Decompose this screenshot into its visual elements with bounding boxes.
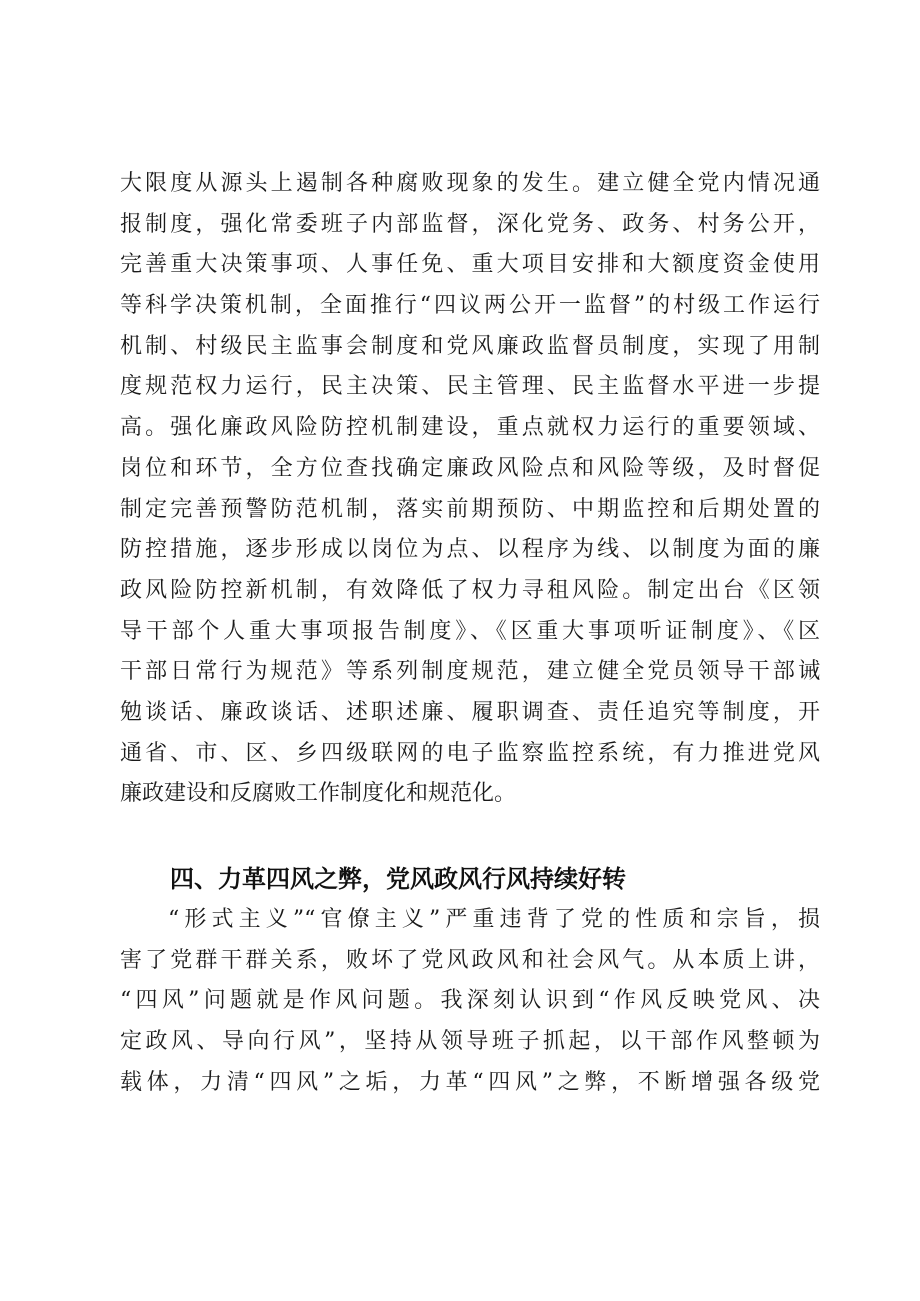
- paragraph-line: 等科学决策机制，全面推行“四议两公开一监督”的村级工作运行: [120, 293, 820, 319]
- paragraph-anti-corruption-mechanisms: [120, 164, 820, 815]
- paragraph-line: 高。强化廉政风险防控机制建设，重点就权力运行的重要领域、: [120, 415, 820, 441]
- paragraph-line: 廉政建设和反腐败工作制度化和规范化。: [120, 781, 517, 807]
- paragraph-line: 大限度从源头上遏制各种腐败现象的发生。建立健全党内情况通: [120, 171, 820, 196]
- paragraph-line: “四风”问题就是作风问题。我深刻认识到“作风反映党风、决: [120, 988, 820, 1014]
- paragraph-line: 防控措施，逐步形成以岗位为点、以程序为线、以制度为面的廉: [120, 537, 820, 563]
- paragraph-line: 岗位和环节，全方位查找确定廉政风险点和风险等级，及时督促: [120, 455, 820, 481]
- paragraph-line: 导干部个人重大事项报告制度》、《区重大事项听证制度》、《区: [120, 618, 820, 644]
- paragraph-line: 害了党群干群关系，败坏了党风政风和社会风气。从本质上讲，: [120, 947, 820, 973]
- paragraph-line: 政风险防控新机制，有效降低了权力寻租风险。制定出台《区领: [120, 577, 820, 603]
- paragraph-four-winds: [120, 900, 820, 1103]
- paragraph-line: 报制度，强化常委班子内部监督，深化党务、政务、村务公开，: [120, 211, 820, 237]
- paragraph-line: 定政风、导向行风”，坚持从领导班子抓起，以干部作风整顿为: [120, 1029, 820, 1055]
- paragraph-line: 度规范权力运行，民主决策、民主管理、民主监督水平进一步提: [120, 374, 820, 400]
- paragraph-line: 机制、村级民主监事会制度和党风廉政监督员制度，实现了用制: [120, 333, 820, 359]
- section-heading: 四、力革四风之弊，党风政风行风持续好转: [170, 865, 626, 893]
- paragraph-line: 完善重大决策事项、人事任免、重大项目安排和大额度资金使用: [120, 252, 820, 278]
- paragraph-line: 载体，力清“四风”之垢，力革“四风”之弊，不断增强各级党: [120, 1069, 820, 1095]
- paragraph-line: 勉谈话、廉政谈话、述职述廉、履职调查、责任追究等制度，开: [120, 699, 820, 725]
- paragraph-line: 通省、市、区、乡四级联网的电子监察监控系统，有力推进党风: [120, 740, 820, 766]
- paragraph-line: 制定完善预警防范机制，落实前期预防、中期监控和后期处置的: [120, 496, 820, 522]
- paragraph-line: “形式主义”“官僚主义”严重违背了党的性质和宗旨，损: [168, 907, 820, 932]
- paragraph-line: 干部日常行为规范》等系列制度规范，建立健全党员领导干部诫: [120, 659, 820, 685]
